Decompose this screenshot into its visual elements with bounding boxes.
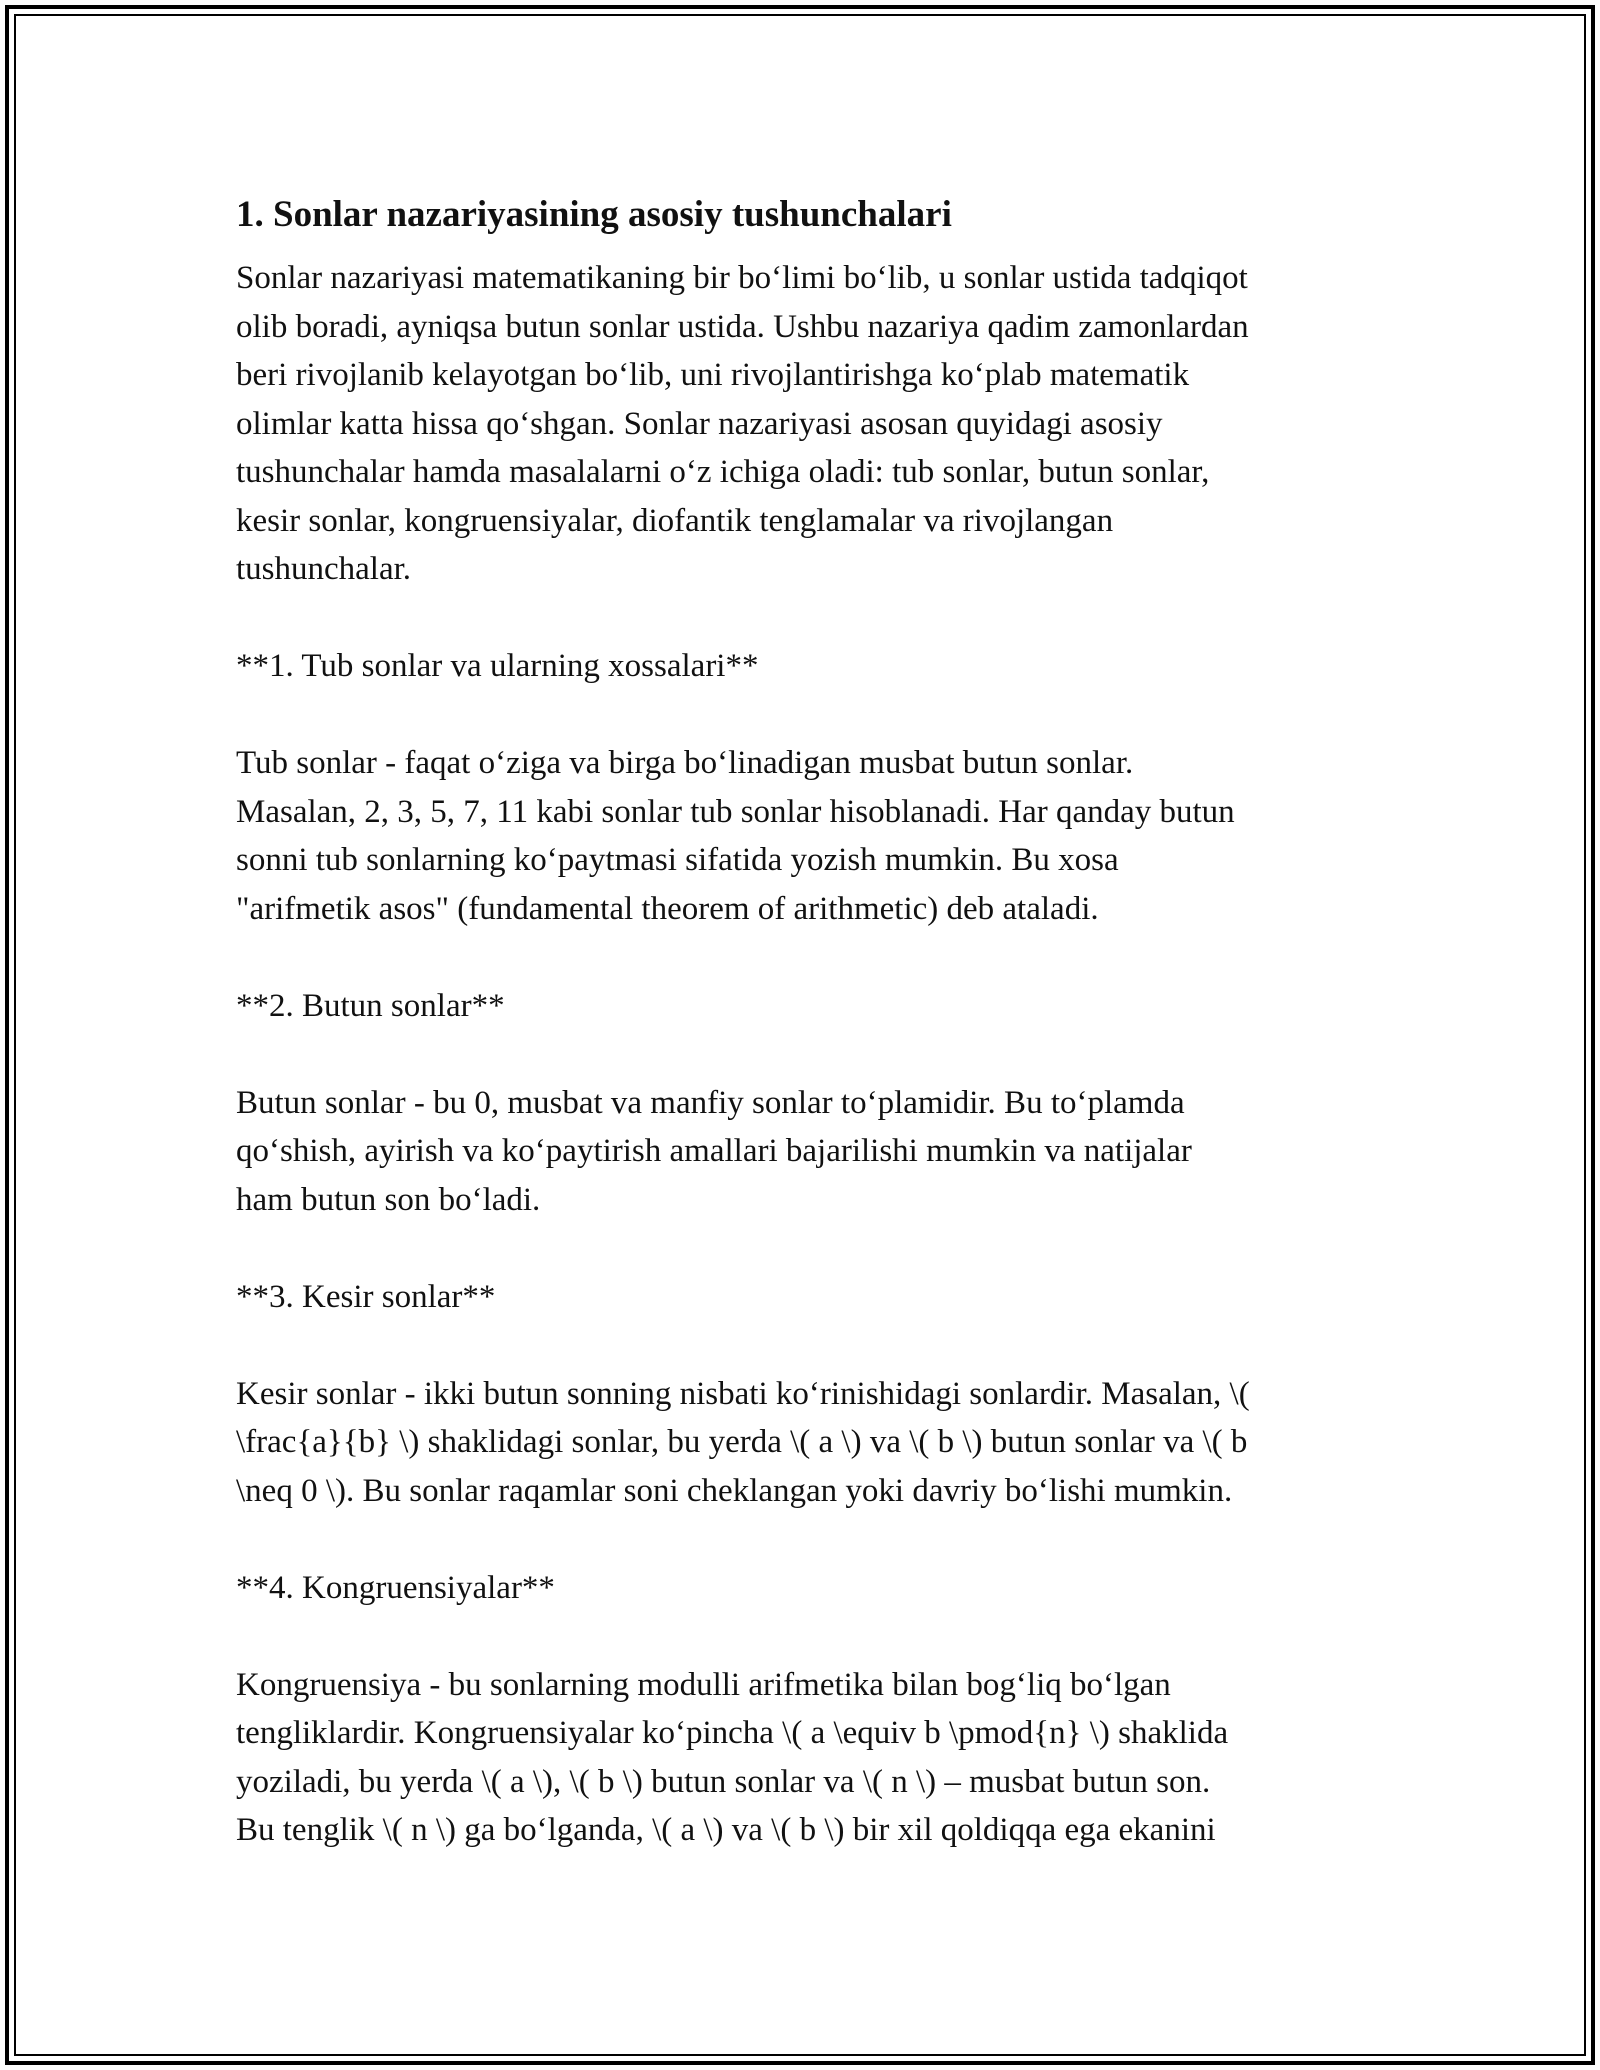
text-line: Tub sonlar - faqat o‘ziga va birga bo‘linadigan musbat butun sonlar. <box>236 745 1134 781</box>
paragraph-spacer <box>236 691 1366 740</box>
text-line: qo‘shish, ayirish va ko‘paytirish amallari bajarilishi mumkin va natijalar <box>236 1133 1192 1169</box>
text-line: tushunchalar. <box>236 551 412 587</box>
section-heading-butun-sonlar <box>236 982 1366 1031</box>
paragraph-spacer <box>236 1224 1366 1273</box>
text-line: **2. Butun sonlar** <box>236 987 505 1024</box>
butun-sonlar-paragraph <box>236 1079 1366 1225</box>
paragraph-spacer <box>236 1515 1366 1564</box>
text-line: kesir sonlar, kongruensiyalar, diofantik tenglamalar va rivojlangan <box>236 502 1114 539</box>
text-line: yoziladi, bu yerda \( a \), \( b \) butun sonlar va \( n \) – musbat butun son. <box>236 1763 1211 1800</box>
text-line: olimlar katta hissa qo‘shgan. Sonlar nazariyasi asosan quyidagi asosiy <box>236 405 1163 442</box>
text-line: tengliklardir. Kongruensiyalar ko‘pincha \( a \equiv b \pmod{n} \) shaklida <box>236 1715 1229 1751</box>
text-line: \neq 0 \). Bu sonlar raqamlar soni cheklangan yoki davriy bo‘lishi mumkin. <box>236 1472 1233 1509</box>
text-line: **1. Tub sonlar va ularning xossalari** <box>236 648 759 684</box>
section-heading-kongruensiyalar <box>236 1564 1366 1613</box>
text-line: **4. Kongruensiyalar** <box>236 1569 555 1606</box>
tub-sonlar-paragraph <box>236 739 1366 933</box>
kesir-sonlar-paragraph <box>236 1370 1366 1516</box>
text-line: sonni tub sonlarning ko‘paytmasi sifatida yozish mumkin. Bu xosa <box>236 842 1119 878</box>
text-line: \frac{a}{b} \) shaklidagi sonlar, bu yerda \( a \) va \( b \) butun sonlar va \( b <box>236 1424 1248 1460</box>
text-line: Masalan, 2, 3, 5, 7, 11 kabi sonlar tub sonlar hisoblanadi. Har qanday butun <box>236 793 1235 830</box>
text-line: tushunchalar hamda masalalarni o‘z ichiga oladi: tub sonlar, butun sonlar, <box>236 454 1210 490</box>
text-line: olib boradi, ayniqsa butun sonlar ustida. Ushbu nazariya qadim zamonlardan <box>236 308 1249 345</box>
paragraph-spacer <box>236 594 1366 643</box>
text-line: Bu tenglik \( n \) ga bo‘lganda, \( a \) va \( b \) bir xil qoldiqqa ega ekanini <box>236 1812 1216 1848</box>
paragraph-spacer <box>236 1030 1366 1079</box>
paragraph-spacer <box>236 1612 1366 1661</box>
section-heading-kesir-sonlar <box>236 1273 1366 1322</box>
paragraph-spacer <box>236 933 1366 982</box>
paragraph-spacer <box>236 1321 1366 1370</box>
text-line: **3. Kesir sonlar** <box>236 1278 496 1315</box>
text-line: Butun sonlar - bu 0, musbat va manfiy sonlar to‘plamidir. Bu to‘plamda <box>236 1084 1185 1121</box>
document-body <box>236 188 1366 1855</box>
intro-paragraph <box>236 254 1366 594</box>
kongruensiya-paragraph <box>236 1661 1366 1855</box>
text-line: Kongruensiya - bu sonlarning modulli arifmetika bilan bog‘liq bo‘lgan <box>236 1666 1171 1703</box>
text-line: Sonlar nazariyasi matematikaning bir bo‘limi bo‘lib, u sonlar ustida tadqiqot <box>236 260 1248 296</box>
text-line: Kesir sonlar - ikki butun sonning nisbati ko‘rinishidagi sonlardir. Masalan, \( <box>236 1375 1250 1412</box>
document-title: 1. Sonlar nazariyasining asosiy tushunchalari <box>236 194 952 235</box>
section-heading-tub-sonlar <box>236 642 1366 691</box>
text-line: "arifmetik asos" (fundamental theorem of arithmetic) deb ataladi. <box>236 890 1099 927</box>
text-line: beri rivojlanib kelayotgan bo‘lib, uni rivojlantirishga ko‘plab matematik <box>236 357 1190 393</box>
text-line: ham butun son bo‘ladi. <box>236 1181 541 1218</box>
